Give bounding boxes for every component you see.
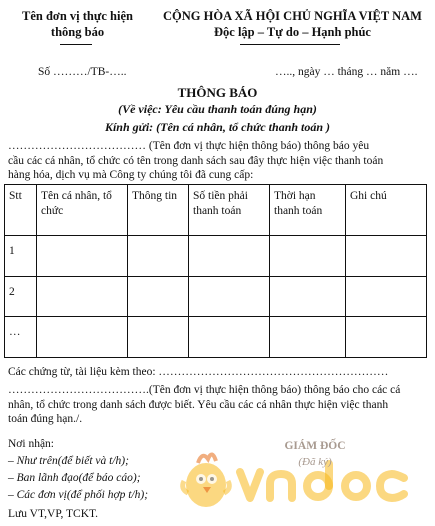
recipient-item: – Ban lãnh đạo(để báo cáo);: [8, 472, 141, 484]
closing-line-1: ……………………………….(Tên đơn vị thực hiện thông báo) thông báo cho các cá: [8, 384, 401, 396]
national-motto: Độc lập – Tự do – Hạnh phúc: [214, 25, 371, 39]
chicken-mascot-icon: [172, 445, 242, 515]
salutation: Kính gửi: (Tên cá nhân, tổ chức thanh toán ): [104, 120, 331, 134]
table-cell: [346, 317, 427, 358]
document-number: Số ………/TB-…..: [38, 66, 127, 78]
payment-table: [4, 184, 427, 358]
document-date: ….., ngày … tháng … năm ….: [275, 66, 418, 78]
table-cell: [189, 277, 270, 317]
closing-line-2: nhân, tổ chức trong danh sách được biết. Yêu cầu các cá nhân thực hiện việc thanh: [8, 398, 389, 411]
table-cell: [189, 236, 270, 277]
header-amount: Số tiền phải thanh toán: [189, 185, 270, 236]
table-cell: [128, 317, 189, 358]
table-row: [5, 317, 427, 358]
table-cell: [128, 236, 189, 277]
archive-note: Lưu VT,VP, TCKT.: [8, 508, 99, 520]
national-heading: [150, 8, 435, 40]
recipient-item: – Các đơn vị(để phối hợp t/h);: [8, 489, 149, 501]
org-name-line2: thông báo: [50, 25, 105, 39]
org-name-line1: Tên đơn vị thực hiện: [22, 9, 133, 23]
table-cell: [37, 317, 128, 358]
signature-role: GIÁM ĐỐC: [284, 440, 346, 452]
table-cell: [189, 317, 270, 358]
document-title: THÔNG BÁO: [177, 85, 258, 100]
attachments-line: Các chứng từ, tài liệu kèm theo: ……………………………………………………: [8, 366, 389, 378]
table-row: [5, 236, 427, 277]
table-cell: [346, 236, 427, 277]
header-deadline: Thời hạn thanh toán: [270, 185, 346, 236]
table-cell: [37, 236, 128, 277]
recipients-label: Nơi nhận:: [8, 438, 55, 450]
intro-line-3: hàng hóa, dịch vụ mà Công ty chúng tôi đã cung cấp:: [8, 169, 254, 181]
table-row: [5, 277, 427, 317]
document-subject: (Về việc: Yêu cầu thanh toán đúng hạn): [118, 102, 317, 116]
recipient-item: – Như trên(để biết và t/h);: [8, 455, 129, 467]
recipients-block: [8, 436, 148, 523]
row-number: …: [5, 317, 37, 358]
motto-underline: [240, 44, 340, 45]
row-number: 1: [5, 236, 37, 277]
table-cell: [270, 277, 346, 317]
intro-line-1: ……………………………… (Tên đơn vị thực hiện thông báo) thông báo yêu: [8, 140, 370, 152]
row-number: 2: [5, 277, 37, 317]
header-notes: Ghi chú: [346, 185, 427, 236]
intro-line-2: cầu các cá nhân, tổ chức có tên trong danh sách sau đây thực hiện việc thanh toán: [8, 154, 384, 167]
table-cell: [270, 236, 346, 277]
table-cell: [128, 277, 189, 317]
signature-note: (Đã ký): [298, 456, 332, 468]
table-cell: [37, 277, 128, 317]
table-cell: [270, 317, 346, 358]
closing-paragraph: [8, 383, 433, 427]
intro-paragraph: [8, 139, 433, 183]
header-name: Tên cá nhân, tổ chức: [37, 185, 128, 236]
header-info: Thông tin: [128, 185, 189, 236]
closing-line-3: toán đúng hạn./.: [8, 413, 83, 425]
org-name-underline: [60, 44, 92, 45]
table-header-row: [5, 185, 427, 236]
national-title: CỘNG HÒA XÃ HỘI CHỦ NGHĨA VIỆT NAM: [163, 9, 422, 23]
header-stt: Stt: [5, 185, 37, 236]
table-cell: [346, 277, 427, 317]
org-name-block: [0, 8, 155, 40]
